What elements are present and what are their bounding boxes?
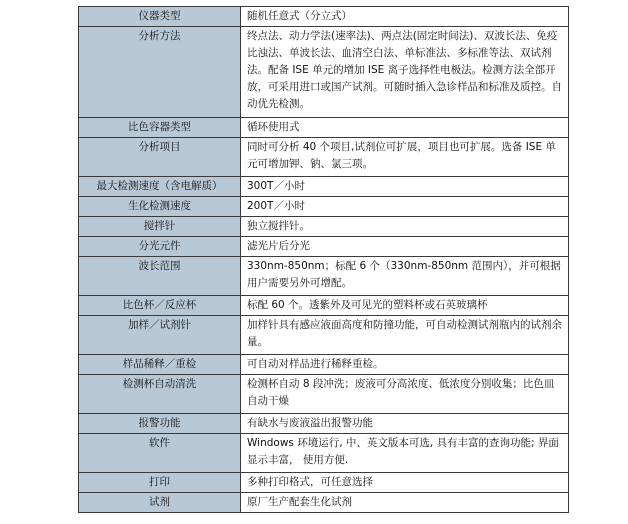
row-label-instrument-type: 仪器类型: [79, 7, 241, 27]
table-row: [79, 375, 569, 414]
row-value-stirrer: 独立搅拌针。: [241, 217, 569, 237]
table-row: [79, 493, 569, 513]
row-value-cuvette: 标配 60 个。透紫外及可见光的塑料杯或石英玻璃杯: [241, 296, 569, 316]
row-label-cuvette: 比色杯／反应杯: [79, 296, 241, 316]
row-value-wavelength: 330nm-850nm；标配 6 个（330nm-850nm 范围内），并可根据用户需要另外可增配。: [241, 257, 569, 296]
table-row: [79, 27, 569, 118]
table-row: [79, 7, 569, 27]
row-label-reagent: 试剂: [79, 493, 241, 513]
row-value-alarm: 有缺水与废液溢出报警功能: [241, 414, 569, 434]
row-label-max-speed: 最大检测速度（含电解质）: [79, 177, 241, 197]
table-row: [79, 118, 569, 138]
row-label-alarm: 报警功能: [79, 414, 241, 434]
table-row: [79, 197, 569, 217]
row-label-print: 打印: [79, 473, 241, 493]
row-label-stirrer: 搅拌针: [79, 217, 241, 237]
table-row: [79, 237, 569, 257]
row-value-reagent: 原厂生产配套生化试剂: [241, 493, 569, 513]
row-label-biochem-speed: 生化检测速度: [79, 197, 241, 217]
row-value-dilution: 可自动对样品进行稀释重检。: [241, 355, 569, 375]
row-label-wavelength: 波长范围: [79, 257, 241, 296]
table-row: [79, 434, 569, 473]
row-label-auto-wash: 检测杯自动清洗: [79, 375, 241, 414]
row-value-auto-wash: 检测杯自动 8 段冲洗；废液可分高浓度、低浓度分别收集；比色皿自动干燥: [241, 375, 569, 414]
row-value-optics: 滤光片后分光: [241, 237, 569, 257]
spec-table: [78, 6, 569, 513]
row-value-print: 多种打印格式，可任意选择: [241, 473, 569, 493]
table-row: [79, 296, 569, 316]
row-value-analysis-method: 终点法、动力学法(速率法)、两点法(固定时间法)、双波长法、免疫比浊法、单波长法、血清空白法、单标准法、多标准等法、双试剂法。配备 ISE 单元的增加 ISE 离子选择性电极法。检测方法全部开放，可采用进口或国产试剂。可随时插入急诊样品和标准及质控。自动优先检测。: [241, 27, 569, 118]
row-label-analysis-method: 分析方法: [79, 27, 241, 118]
row-label-optics: 分光元件: [79, 237, 241, 257]
row-label-analysis-items: 分析项目: [79, 138, 241, 177]
table-row: [79, 257, 569, 296]
row-value-instrument-type: 随机任意式（分立式）: [241, 7, 569, 27]
row-value-analysis-items: 同时可分析 40 个项目,试剂位可扩展，项目也可扩展。选备 ISE 单元可增加钾、钠、氯三项。: [241, 138, 569, 177]
row-value-biochem-speed: 200T／小时: [241, 197, 569, 217]
table-row: [79, 473, 569, 493]
table-row: [79, 355, 569, 375]
table-row: [79, 138, 569, 177]
row-value-sample-probe: 加样针具有感应液面高度和防撞功能，可自动检测试剂瓶内的试剂余量。: [241, 316, 569, 355]
table-row: [79, 177, 569, 197]
table-row: [79, 217, 569, 237]
row-label-dilution: 样品稀释／重检: [79, 355, 241, 375]
table-row: [79, 316, 569, 355]
table-row: [79, 414, 569, 434]
row-value-max-speed: 300T／小时: [241, 177, 569, 197]
row-value-software: Windows 环境运行, 中、英文版本可选, 具有丰富的查询功能; 界面显示丰富， 使用方便.: [241, 434, 569, 473]
row-value-cuvette-type: 循环使用式: [241, 118, 569, 138]
row-label-cuvette-type: 比色容器类型: [79, 118, 241, 138]
row-label-software: 软件: [79, 434, 241, 473]
row-label-sample-probe: 加样／试剂针: [79, 316, 241, 355]
